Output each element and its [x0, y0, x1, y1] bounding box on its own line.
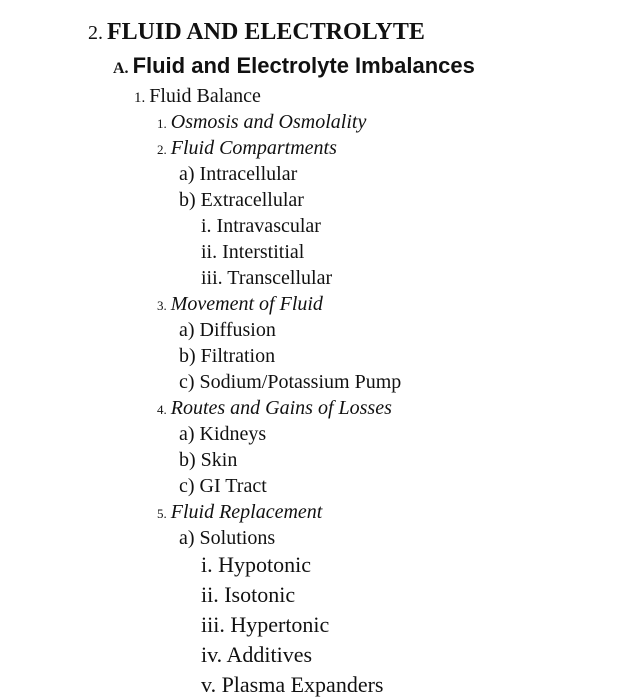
section-number: 1.	[157, 116, 167, 131]
sub-list-item: i. Intravascular	[201, 215, 321, 237]
list-item: b) Extracellular	[179, 189, 304, 211]
sub-list-item: iii. Transcellular	[201, 267, 333, 289]
sub-list-item: ii. Isotonic	[201, 582, 296, 607]
section-heading	[157, 398, 392, 418]
list-item: b) Skin	[179, 449, 238, 471]
list-item: a) Kidneys	[179, 423, 267, 445]
sub-list-item: v. Plasma Expanders	[201, 672, 384, 697]
list-item: c) GI Tract	[179, 475, 267, 497]
section-title: Fluid Compartments	[170, 137, 337, 159]
heading-level-1-number: 2.	[88, 22, 103, 44]
section-title: Osmosis and Osmolality	[170, 111, 367, 133]
sub-list-item: iv. Additives	[201, 642, 313, 667]
heading-level-1-title: FLUID AND ELECTROLYTE	[107, 19, 425, 45]
sub-list-item: i. Hypotonic	[201, 552, 311, 577]
list-item: a) Intracellular	[179, 163, 298, 185]
heading-level-2	[113, 55, 475, 77]
heading-level-2-letter: A.	[113, 60, 129, 77]
heading-level-3	[134, 86, 261, 106]
list-item: a) Diffusion	[179, 319, 276, 341]
list-item: a) Solutions	[179, 527, 276, 549]
section-number: 4.	[157, 402, 167, 417]
section-number: 2.	[157, 142, 167, 157]
heading-level-2-title: Fluid and Electrolyte Imbalances	[132, 53, 475, 78]
list-item: b) Filtration	[179, 345, 276, 367]
heading-level-1	[88, 20, 425, 44]
section-heading	[157, 112, 366, 132]
section-number: 3.	[157, 298, 167, 313]
heading-level-3-title: Fluid Balance	[149, 85, 261, 107]
sub-list-item: iii. Hypertonic	[201, 612, 330, 637]
section-title: Routes and Gains of Losses	[170, 397, 392, 419]
section-title: Fluid Replacement	[170, 501, 323, 523]
section-heading	[157, 138, 337, 158]
heading-level-3-number: 1.	[134, 90, 146, 106]
section-title: Movement of Fluid	[170, 293, 323, 315]
list-item: c) Sodium/Potassium Pump	[179, 371, 402, 393]
section-heading	[157, 502, 322, 522]
section-heading	[157, 294, 323, 314]
sub-list-item: ii. Interstitial	[201, 241, 305, 263]
section-number: 5.	[157, 506, 167, 521]
